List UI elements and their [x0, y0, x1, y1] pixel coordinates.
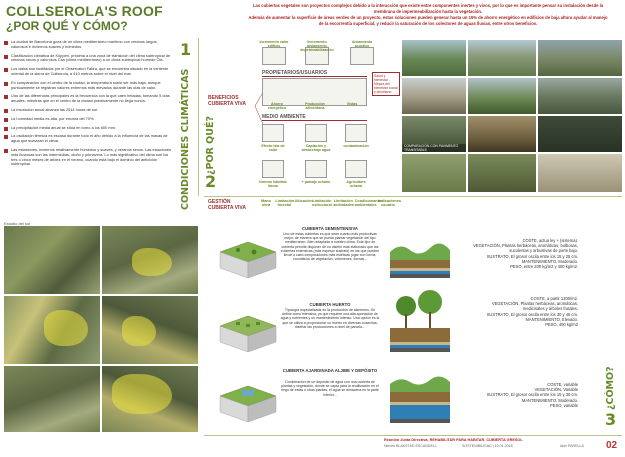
env-label-pollution: contaminación [343, 144, 369, 148]
section-divider [198, 38, 199, 196]
sun-zone [122, 316, 156, 346]
footer-author: Nieves BLAKSTAD ESCANDELL [384, 444, 437, 448]
roof-1-text: Uno de estas cubiertas es que sean cuanto más productivas mejor, de manera que se pueda plantar vegetación del tipo mediterráneo. Bien adaptada a nuestro clima. Este tipo de cubierta permite disponer de un diseño más elaborado que las cubiertas extensivas (más espesor sustrato) en las que pueden llevar a cabo composiciones más estéticas jugar con forma, cromáticos de vegetación, volúmenes, formas... [280, 232, 380, 262]
column-user: Indicaciones usuario [377, 199, 401, 208]
roof-1-substrate: SUSTRATO, El grosor oscila entre los 15 y 25 cm. [486, 253, 578, 259]
section-1-label: CONDICIONES CLIMÁTICAS [180, 68, 191, 210]
gallery-label-pavement: COMPARACIÓN CON PAVIMENTO TRANSITABLE [403, 144, 466, 152]
intro-line-1: Las cubiertas vegetales son proyectos complejos debido a la interacción que existe entre componentes inertes y vivos, por lo que es importante pensar su instalación desde la membrana de impermeabilización hasta la vegetación. [252, 3, 604, 14]
climate-item [4, 54, 174, 64]
roof-3-stats [470, 382, 578, 408]
roof-house-3 [218, 380, 278, 424]
section-separator [204, 196, 622, 197]
sun-zone [44, 310, 88, 346]
gallery-photo-6 [538, 78, 622, 114]
climate-item [4, 148, 174, 167]
gallery-photo-8 [468, 116, 536, 152]
roof-2-vegetation: VEGETACIÓN, Plantas herbáceas, aromáticas, medicinales y árboles frutales. [491, 301, 578, 312]
wellbeing-note: Salud y bienestar - Mejora del bienestar social y identitario [372, 72, 400, 96]
column-structure: Limitación estructural [312, 199, 332, 208]
roof-2-cost: COSTE, a partir 1200/m2. [530, 296, 578, 301]
climate-item [4, 94, 174, 104]
column-environment: Condicionantes ambientales [354, 199, 384, 208]
aerial-photo-5 [4, 366, 100, 432]
climate-item-text: Clasificación climática de Köppen, próxima a una zona de transición del clima subtropical de veranos secos y calurosos Csa (clima mediterráneo) a un clima subtropical húmedo Cfa. [11, 52, 171, 63]
gallery-photo-2 [468, 40, 536, 76]
section-2-number: 2 [205, 172, 217, 191]
layer-diagram-3 [390, 364, 450, 430]
env-icon-fauna [262, 160, 284, 178]
footer-separator [204, 435, 622, 436]
environment-underline [262, 120, 367, 121]
benefit-icon-value [262, 47, 286, 65]
climate-item-text: Las estaciones, inviernos relativamente húmedos y suaves, y veranos secos. Las estaciones más lluviosas son las intermedias, otoño y primavera. Lo más significativo del clima son los tres o cinco meses de aridez en el verano, cuando está bajo el dominio del anticiclón subtropical. [11, 146, 172, 167]
section-3-number: 3 [605, 410, 617, 429]
env-icon-heat [262, 124, 284, 142]
env-icon-pollution [345, 124, 367, 142]
roof-1-title: CUBIERTA SEMIINTENSIVA [301, 226, 359, 231]
gallery-photo-5 [468, 78, 536, 114]
climate-item [4, 81, 174, 91]
gallery-photo-3 [538, 40, 622, 76]
aerial-photo-1 [4, 226, 100, 294]
bullet-square-icon [4, 149, 8, 153]
climate-item-text: La precipitación media anual se sitúa en torno a los 600 mm. [11, 124, 116, 130]
layer-diagram-2 [390, 286, 450, 356]
gallery-photo-1 [402, 40, 466, 76]
env-icon-agriculture [345, 160, 367, 178]
owners-title: PROPIETARIOS/USUARIOS [262, 70, 328, 76]
roof-1-vegetation: VEGETACIÓN, Plantas herbáceas, aromáticas, bulbosas, suculentas y arbustivas de porte bajo. [473, 243, 578, 254]
roof-2-maintenance: MANTENIMIENTO, Elevado. [525, 316, 578, 322]
footer-subject: SOSTENIBILIDAD | 10.01.2018 [462, 444, 513, 448]
roof-2-text: Tipología especializada en la producción de alimentos. Se define como intensiva, ya que requiere una alta aportación de agua y nutrientes y un mantenimiento intenso. Una opción es la que se utiliza a proporcionar un huerto en diversas cosechas, diseñar las producciones a nivel de parcela... [280, 308, 380, 329]
roof-2-title: CUBIERTA HUERTO [309, 302, 351, 307]
roof-3-substrate: SUSTRATO, El grosor oscila entre los 15 y 30 cm. [486, 392, 578, 398]
roof-1-maintenance: MANTENIMIENTO, Moderado. [521, 258, 578, 264]
roof-3-maintenance: MANTENIMIENTO, Moderado. [521, 397, 578, 403]
house-iso-1 [218, 236, 278, 280]
climate-item [4, 40, 174, 50]
environment-title: MEDIO AMBIENTE [262, 114, 306, 120]
owner-label-energy: Ahorro energético [267, 102, 287, 111]
bullet-square-icon [4, 135, 8, 139]
column-forest: Limitación forestal [275, 199, 295, 208]
intro-text [248, 3, 608, 26]
section-diagram-2 [390, 286, 450, 356]
column-labor: Mano obra [261, 199, 271, 208]
roof-2-stats [470, 296, 578, 327]
roof-3-weight: PESO, variable [550, 402, 578, 408]
climate-item [4, 134, 174, 144]
bullet-square-icon [4, 118, 8, 122]
benefit-label-value: Incremento valor edificio [259, 40, 289, 49]
gallery-photo-7 [402, 116, 466, 152]
benefit-icon-acoustic [350, 47, 374, 65]
footer-title: Reunión Junta Directiva, REHABILITAR PARA HABITAR. CUBIERTA GRESOL [384, 438, 523, 442]
section-1-number: 1 [180, 40, 192, 59]
bullet-square-icon [4, 82, 8, 86]
layer-diagram-1 [390, 224, 450, 280]
roof-1-stats [470, 238, 578, 269]
climate-list [4, 40, 174, 171]
benefit-label-acoustic: Aislamiento acústico [351, 40, 373, 49]
intro-line-2: Además de aumentar la superficie de áreas verdes de un proyecto, estas soluciones pueden generar hasta un 15% de ahorro energético en edificios de baja altura ayudar al manejo de la escorrentía superficial, y reducir la saturación de los colectores de aguas lluvias, entre otros beneficios. [248, 15, 608, 26]
roof-1-weight: PESO, entre 200 kg/m2 y 400 kg/m2. [510, 264, 578, 270]
section-diagram-3 [390, 364, 450, 430]
gallery-photo-9 [538, 116, 622, 152]
bullet-square-icon [4, 95, 8, 99]
owner-label-food: Producción alimentaria [305, 102, 325, 111]
roof-3-vegetation: VEGETACIÓN, Variable [534, 387, 578, 393]
aerial-photo-6 [102, 366, 198, 432]
benefits-title: BENEFICIOS CUBIERTA VIVA [208, 95, 246, 107]
house-iso-2 [218, 310, 278, 354]
env-label-agriculture: Agricultura urbana [346, 180, 366, 189]
benefit-label-insulation: Incremento aislamiento impermeabilización [300, 40, 334, 53]
section-diagram-1 [390, 224, 450, 280]
climate-item [4, 108, 174, 113]
house-iso-3 [218, 380, 278, 424]
climate-item-text: La insolación anual alcanza las 2514 horas de sol. [11, 106, 98, 112]
roof-3-title: CUBIERTA AJARDINADA ALJIBE Y DEPÓSITO [282, 368, 378, 373]
roof-1-cost: COSTE, actua ley + (sistema). [522, 238, 578, 243]
env-icon-landscape [305, 160, 327, 178]
sun-zone [112, 374, 172, 414]
env-icon-water [305, 124, 327, 142]
column-location: Ubicación [294, 199, 313, 203]
page-subtitle: ¿POR QUÉ Y CÓMO? [6, 19, 128, 33]
climate-item-text: La ciudad de Barcelona goza de un clima mediterráneo marítimo con veranos largos, calurosos e inviernos suaves y húmedos. [11, 39, 158, 49]
climate-item-text: La oscilación térmica es escasa durante todo el año debido a la influencia de las masas de agua que suavizan el clima. [11, 133, 168, 144]
climate-item [4, 67, 174, 77]
env-label-water: Captación y almacenaje agua [301, 144, 331, 153]
gallery-photo-10 [402, 154, 466, 192]
section-3-label: ¿CÓMO? [605, 366, 616, 410]
env-label-fauna: Nuevos hábitats fauna [259, 180, 287, 189]
aerial-photo-4 [102, 296, 198, 364]
env-label-heat: Efecto isla de calor [261, 144, 285, 153]
bullet-square-icon [4, 55, 8, 59]
roof-house-1 [218, 236, 278, 280]
bullet-square-icon [4, 41, 8, 45]
bullet-square-icon [4, 127, 8, 131]
roof-2-substrate: SUSTRATO, El grosor oscila entre los 30 y 45 cm. [486, 311, 578, 317]
sun-study-label: Estudio del sol [4, 221, 31, 226]
column-activities: Limitación actividades [333, 199, 354, 208]
gallery-photo-11 [468, 154, 536, 192]
roof-3-cost: COSTE, variable [547, 382, 578, 387]
climate-item [4, 126, 174, 131]
roof-2-weight: PESO, 400 kg/m2 [545, 322, 578, 328]
climate-item-text: La humedad media es alta, por encima del 70%. [11, 115, 95, 121]
sun-zone [132, 248, 172, 276]
page-title: COLLSEROLA'S ROOF [6, 3, 163, 19]
bullet-square-icon [4, 68, 8, 72]
management-title: GESTIÓN CUBIERTA VIVA [208, 199, 246, 211]
climate-item-text: En comparación con el centro de la ciudad, la temperatura suele ser más baja, aunque puntualmente se registran valores extremos más elevados durante las olas de calor. [11, 79, 161, 90]
page-number: 02 [606, 440, 618, 451]
section-2-label: ¿POR QUÉ? [205, 116, 216, 175]
owner-label-views: Vistas [346, 102, 358, 106]
roof-3-text: Combinación de un depósito de agua con una cubierta de plantas y vegetación, donde se capta para la reutilización en el riego de estas u otras plantas, el agua se almacena en la parte inferior... [281, 380, 379, 397]
climate-item-text: Los datos son facilitados por el Observatori Fabra, que se encuentra situado en la vertiente oriental de la sierra de Collserola, a 410 metros sobre el nivel del mar. [11, 66, 169, 76]
env-label-landscape: + paisaje urbano [301, 180, 331, 184]
aerial-photo-2 [102, 226, 198, 294]
roof-house-2 [218, 310, 278, 354]
aerial-photo-3 [4, 296, 100, 364]
climate-item-text: Uno de las diferencias principales es la frecuencia con la que caen heladas, tomando 5 días anuales, mientras que en el centro de la ciudad prácticamente no llega nunca. [11, 93, 170, 104]
gallery-photo-4 [402, 78, 466, 114]
bullet-square-icon [4, 109, 8, 113]
climate-item [4, 117, 174, 122]
footer-supervisor: Alex PARELLA [560, 444, 584, 448]
owners-underline [262, 76, 367, 77]
management-columns [258, 199, 401, 208]
gallery-photo-12 [538, 154, 622, 192]
